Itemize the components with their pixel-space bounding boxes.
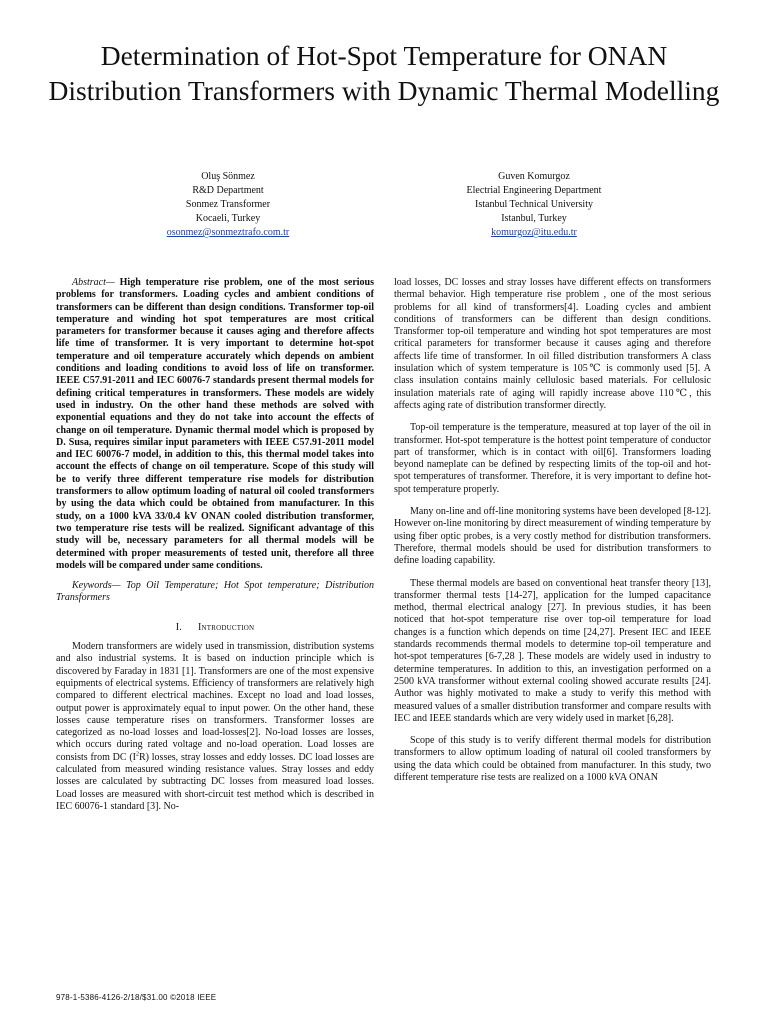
author-block-1 xyxy=(78,170,378,240)
abstract-body: High temperature rise problem, one of the most serious problems for transformers. Loading cycles and ambient conditions of transformers can be different than design conditions. Transformer top-oil temperature and winding hot spot temperatures are most critical parameters for transformer because it causes aging and therefore affects life time of transformer. It is very important to determine hot-spot temperature and oil temperature accurately which depends on ambient conditions and loading conditions to avoid loss of life on transformer. IEEE C57.91-2011 and IEC 60076-7 standards present thermal models for defining critical temperatures in transformers. These models are widely used in industry. On the other hand these methods are solved with exponential equations and they do not take into account the effects of change on oil temperature. Dynamic thermal model which is proposed by D. Susa, requires similar input parameters with IEEE C57.91-2011 model and IEC 60076-7 model, in addition to this, this thermal model takes into account the effects of change on oil temperature. Scope of this study will be to verify three different temperature rise models for distribution transformers to allow optimum loading of natural oil cooled transformers by using the data which could be obtained from manufacturer. In this study, on a 1000 kVA 33/0.4 kV ONAN cooled distribution transformer, two temperature rise tests will be realized. Significant advantage of this study will be, necessary parameters for all thermal models will be determined with proper measurements of tested unit, therefore all three models will be compared under same conditions. xyxy=(56,277,375,571)
intro-text-part: Modern transformers are widely used in transmission, distribution systems and also industrial systems. It is based on induction principle which is discovered by Faraday in 1831 [1]. Transformers are one of the most expensive equipments of electrical systems. Efficiency of transformers are relatively high compared to different electrical machines. Except no load and load losses, output power is approximately equal to input power. On the other hand, these losses cause temperature rises on transformers. Transformer losses are categorized as no-load losses and load-losses[2]. No-load losses are losses, which occurs during rated voltage and no-load operation. Load losses are consists from DC (I xyxy=(56,641,374,763)
author-name: Guven Komurgoz xyxy=(498,171,570,182)
author-city: Istanbul, Turkey xyxy=(501,213,567,224)
abstract xyxy=(56,277,374,572)
body-paragraph: load losses, DC losses and stray losses have different effects on transformers thermal behavior. High temperature rise problem , one of the most serious problems for all kind of transformers[4]. Loading cycles and ambient conditions of transformers can be different than design conditions. Transformer top-oil temperature and winding hot spot temperatures are most critical parameters for transformer because it causes aging and therefore affects life time of transformer. In oil filled distribution transformers A class insulation which of system temperature is 105℃ is commonly used [5]. A class insulation contains mainly cellulosic based materials. For cellulosic insulation materials rate of aging will rapidly increase above 110℃, this affects aging rate of distribution transformer directly. xyxy=(394,277,711,411)
section-title: Introduction xyxy=(197,621,255,633)
intro-text-part: R) losses, stray losses and eddy losses. DC load losses are calculated from measured winding resistance values. Stray losses and eddy losses are calculated by subtracting DC losses from measured load losses. Load losses are measured with short-circuit test method which is described in IEC 60076-1 standard [3]. No- xyxy=(56,751,374,812)
author-department: R&D Department xyxy=(192,185,264,196)
right-column xyxy=(394,277,711,784)
author-organization: Istanbul Technical University xyxy=(475,199,593,210)
left-column xyxy=(56,277,374,813)
section-heading xyxy=(56,622,374,634)
author-block-2 xyxy=(384,170,684,240)
paper-title: Determination of Hot-Spot Temperature for ONAN Distribution Transformers with Dynamic Thermal Modelling xyxy=(48,40,720,106)
body-paragraph: Many on-line and off-line monitoring systems have been developed [8-12]. However on-line monitoring by direct measurement of winding temperature by using fiber optic probes, is a very costly method for distribution transformers. Therefore, thermal models should be used for distribution transformers to define loading capability. xyxy=(394,506,711,567)
superscript: 2 xyxy=(136,751,139,758)
author-email-link[interactable]: osonmez@sonmeztrafo.com.tr xyxy=(166,227,290,238)
keywords: Keywords— Top Oil Temperature; Hot Spot temperature; Distribution Transformers xyxy=(56,580,374,604)
copyright-footer: 978-1-5386-4126-2/18/$31.00 ©2018 IEEE xyxy=(56,993,217,1002)
author-name: Oluş Sönmez xyxy=(201,171,255,182)
author-organization: Sonmez Transformer xyxy=(185,199,271,210)
author-city: Kocaeli, Turkey xyxy=(195,213,261,224)
abstract-label: Abstract— xyxy=(72,277,115,288)
body-paragraph: Top-oil temperature is the temperature, measured at top layer of the oil in transformer. Hot-spot temperature is the hottest point temperature of conductor part of transformer, which is in contact with oil[6]. Transformers loading beyond nameplate can be defined by respecting limits of the top-oil and hot-spot temperatures of transformer. Therefore, it is very important to define hot-spot temperature properly. xyxy=(394,422,711,495)
author-email-link[interactable]: komurgoz@itu.edu.tr xyxy=(491,227,577,238)
author-department: Electrial Engineering Department xyxy=(466,185,602,196)
intro-paragraph xyxy=(56,641,374,813)
section-number: I. xyxy=(175,621,182,633)
body-paragraph: Scope of this study is to verify different thermal models for distribution transformers to allow optimum loading of natural oil cooled transformers by using the data which could be obtained from manufacturer. In this study, two different temperature rise tests are realized on a 1000 kVA ONAN xyxy=(394,735,711,783)
body-paragraph: These thermal models are based on conventional heat transfer theory [13], transformer thermal tests [14-27], application for the lumped capacitance method, thermal electrical analogy [27]. In previous studies, it has been noticed that hot-spot temperature rise over top-oil temperature for load changes is a function which depends on time [24,27]. Present IEC and IEEE standards recommends thermal models to determine top-oil temperature and hot-spot temperatures [6-7,28 ]. These models are widely used in industry to determine temperatures. In addition to this, an investigation performed on a 2500 kVA transformer without external cooling showed accurate results [24]. Author was highly motivated to make a study to verify this method with measured values of a smaller distribution transformer and compare results with IEC and IEEE standards which are very widely used in market [6,28]. xyxy=(394,577,711,724)
